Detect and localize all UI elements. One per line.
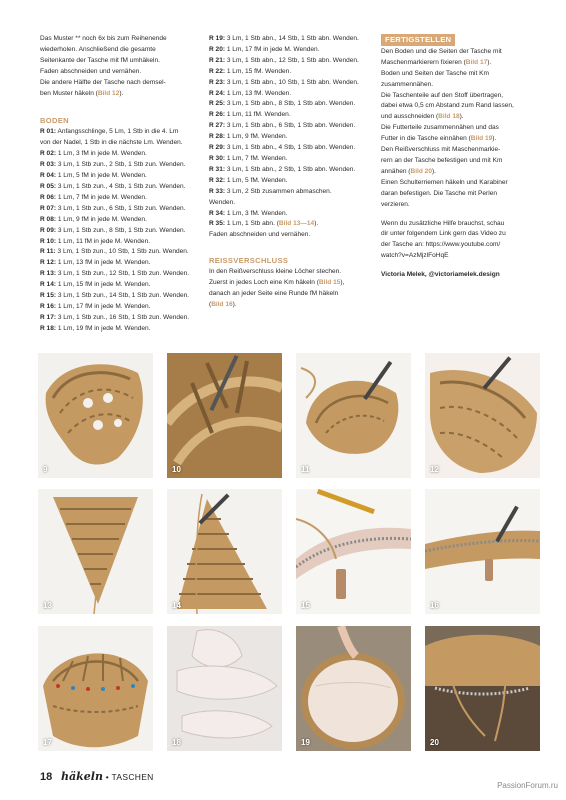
- photo-number: 15: [301, 601, 310, 610]
- photo-17: [38, 626, 153, 751]
- text-line: Maschenmarkierern fixieren (Bild 17).: [381, 58, 492, 66]
- text-line: rern an der Tasche befestigen und mit Km: [381, 156, 503, 164]
- figure-ref: Bild 20: [410, 167, 432, 175]
- figure-ref: Bild 16: [211, 300, 233, 308]
- row-label: R 12:: [40, 259, 57, 267]
- section-heading-finish: FERTIGSTELLEN: [381, 34, 455, 46]
- row-label: R 06:: [40, 193, 57, 201]
- row-label: R 28:: [209, 133, 226, 141]
- photo-14: [167, 489, 282, 614]
- row-label: R 01:: [40, 128, 57, 136]
- row-label: R 14:: [40, 281, 57, 289]
- row-list: [209, 34, 374, 219]
- figure-ref: Bild 15: [318, 279, 341, 287]
- row-instruction: 1 Lm, 7 fM. Wenden.: [226, 154, 288, 162]
- row-instruction: 1 Lm, 3 fM in jede M. Wenden.: [57, 150, 147, 158]
- row-line: [40, 237, 198, 248]
- row-line: [209, 67, 374, 78]
- row-label: R 10:: [40, 237, 57, 245]
- row-line: [40, 138, 198, 149]
- row-line: [40, 149, 198, 160]
- row-label: R 17:: [40, 313, 57, 321]
- row-instruction: 1 Lm, 3 fM. Wenden.: [226, 209, 288, 217]
- row-label: R 31:: [209, 165, 226, 173]
- photo-number: 10: [172, 465, 181, 474]
- column-right: [381, 34, 533, 281]
- row-line: [209, 121, 374, 132]
- row-line: [209, 89, 374, 100]
- row-instruction: 1 Lm, 5 fM. Wenden.: [226, 176, 288, 184]
- row-label: R 26:: [209, 111, 226, 119]
- photo-15: [296, 489, 411, 614]
- figure-ref: Bild 17: [465, 58, 488, 66]
- row-line: [40, 302, 198, 313]
- row-line: [40, 247, 198, 258]
- row-instruction: 3 Lm, 1 Stb zun., 2 Stb, 1 Stb zun. Wenden.: [57, 161, 186, 169]
- end-line: Faden abschneiden und vernähen.: [209, 231, 311, 239]
- row-label: R 24:: [209, 89, 226, 97]
- figure-ref: Bild 12: [97, 89, 120, 97]
- zip-line: danach an jeder Seite eine Runde fM häkeln: [209, 290, 339, 298]
- row-label: R 19:: [209, 35, 226, 42]
- row-line: [40, 182, 198, 193]
- magazine-logo: häkeln: [61, 770, 103, 783]
- row-label: R 15:: [40, 292, 57, 300]
- row-instruction: 1 Lm, 19 fM in jede M. Wenden.: [57, 324, 151, 332]
- row-instruction: 3 Lm, 1 Stb zun., 6 Stb, 1 Stb zun. Wenden.: [57, 204, 186, 212]
- row-line: [209, 187, 374, 198]
- photo-number: 14: [172, 601, 181, 610]
- text-line: Die Taschenteile auf den Stoff übertragen,: [381, 91, 504, 99]
- photo-12: [425, 353, 540, 478]
- row-line: [209, 154, 374, 165]
- row-line: [209, 143, 374, 154]
- row-label: R 13:: [40, 270, 57, 278]
- row-instruction: Wenden.: [209, 198, 236, 206]
- row-line: [40, 193, 198, 204]
- text-line: Boden und Seiten der Tasche mit Km: [381, 69, 489, 77]
- figure-ref: Bild 18: [438, 113, 460, 121]
- row-list: [40, 127, 198, 334]
- row-label: R 16:: [40, 302, 57, 310]
- row-line: [209, 34, 374, 45]
- row-label: R 29:: [209, 144, 226, 152]
- row-line: [209, 110, 374, 121]
- photo-number: 11: [301, 465, 310, 474]
- row-instruction: 3 Lm, 1 Stb zun., 12 Stb, 1 Stb zun. Wenden.: [57, 270, 190, 278]
- row-label: R 27:: [209, 122, 226, 130]
- row-instruction: 3 Lm, 1 Stb abn., 12 Stb, 1 Stb abn. Wenden.: [226, 56, 359, 64]
- text-line: Wenn du zusätzliche Hilfe brauchst, schau: [381, 219, 505, 227]
- row-label: R 25:: [209, 100, 226, 108]
- row-instruction: 1 Lm, 9 fM in jede M. Wenden.: [57, 215, 147, 223]
- row-instruction: Anfangsschlinge, 5 Lm, 1 Stb in die 4. Lm: [57, 128, 179, 136]
- row-instruction: 3 Lm, 1 Stb abn., 4 Stb, 1 Stb abn. Wenden.: [226, 144, 356, 152]
- video-link[interactable]: watch?v=AzMjzlFoHqE: [381, 252, 449, 260]
- text-line: wiederholen. Anschließend die gesamte: [40, 45, 156, 53]
- figure-ref: Bild 19: [470, 135, 493, 143]
- row-label: R 08:: [40, 215, 57, 223]
- row-line: R 35: 1 Lm, 1 Stb abn. (Bild 13—14).: [209, 220, 319, 228]
- row-instruction: 1 Lm, 11 fM. Wenden.: [226, 111, 291, 119]
- photo-9: [38, 353, 153, 478]
- row-line: [40, 291, 198, 302]
- row-instruction: 3 Lm, 2 Stb zusammen abmaschen.: [226, 187, 332, 195]
- row-instruction: 1 Lm, 13 fM in jede M. Wenden.: [57, 259, 151, 267]
- category-label: • TASCHEN: [105, 772, 154, 782]
- photo-number: 19: [301, 738, 310, 747]
- text-line: und ausschneiden (Bild 18).: [381, 113, 464, 121]
- intro-paragraph: [40, 34, 198, 89]
- photo-16: [425, 489, 540, 614]
- row-line: [40, 226, 198, 237]
- row-instruction: 1 Lm, 5 fM in jede M. Wenden.: [57, 172, 147, 180]
- row-line: [40, 258, 198, 269]
- row-instruction: 1 Lm, 17 fM in jede M. Wenden.: [226, 45, 320, 53]
- row-line: [209, 56, 374, 67]
- photo-number: 17: [43, 738, 52, 747]
- row-line: [40, 324, 198, 335]
- row-line: [40, 127, 198, 138]
- column-left: [40, 34, 198, 335]
- page-number: 18: [40, 771, 53, 783]
- row-instruction: 1 Lm, 15 fM in jede M. Wenden.: [57, 281, 151, 289]
- photo-number: 9: [43, 465, 48, 474]
- row-instruction: 3 Lm, 1 Stb abn., 10 Stb, 1 Stb abn. Wenden.: [226, 78, 359, 86]
- text-line: dir unter folgendem Link gern das Video zu: [381, 230, 506, 238]
- text-line: Das Muster ** noch 6x bis zum Reihenende: [40, 35, 167, 42]
- figure-ref: Bild 13—14: [278, 220, 315, 228]
- row-line: [40, 204, 198, 215]
- text-line: daran befestigen. Die Tasche mit Perlen: [381, 189, 497, 197]
- row-instruction: 3 Lm, 1 Stb abn., 6 Stb, 1 Stb abn. Wenden.: [226, 122, 356, 130]
- row-line: [40, 215, 198, 226]
- row-instruction: von der Nadel, 1 Stb in die nächste Lm. Wenden.: [40, 139, 183, 147]
- row-instruction: 1 Lm, 11 fM in jede M. Wenden.: [57, 237, 151, 245]
- page-footer: [40, 770, 154, 783]
- row-line: [209, 176, 374, 187]
- row-label: R 22:: [209, 67, 226, 75]
- row-instruction: 3 Lm, 1 Stb zun., 4 Stb, 1 Stb zun. Wenden.: [57, 182, 186, 190]
- text-line: Den Boden und die Seiten der Tasche mit: [381, 47, 502, 55]
- row-label: R 09:: [40, 226, 57, 234]
- text-line: Futter in die Tasche einnähen (Bild 19).: [381, 135, 497, 143]
- row-label: R 02:: [40, 150, 57, 158]
- row-line: [40, 280, 198, 291]
- row-label: R 07:: [40, 204, 57, 212]
- photo-18: [167, 626, 282, 751]
- photo-number: 16: [430, 601, 439, 610]
- text-line: annähen (Bild 20).: [381, 167, 436, 175]
- photo-19: [296, 626, 411, 751]
- photo-number: 13: [43, 601, 52, 610]
- row-line: [209, 78, 374, 89]
- row-label: R 03:: [40, 161, 57, 169]
- row-label: R 18:: [40, 324, 57, 332]
- section-heading-zipper: REISSVERSCHLUSS: [209, 256, 289, 266]
- row-line: [209, 198, 374, 209]
- row-label: R 04:: [40, 172, 57, 180]
- zip-line: (Bild 16).: [209, 300, 237, 308]
- row-instruction: 3 Lm, 1 Stb zun., 10 Stb, 1 Stb zun. Wenden.: [57, 248, 189, 256]
- row-instruction: 3 Lm, 1 Stb zun., 8 Stb, 1 Stb zun. Wenden.: [57, 226, 186, 234]
- row-line: [40, 313, 198, 324]
- row-label: R 05:: [40, 182, 57, 190]
- row-label: R 20:: [209, 45, 226, 53]
- photo-11: [296, 353, 411, 478]
- row-label: R 34:: [209, 209, 226, 217]
- text-line: Faden abschneiden und vernähen.: [40, 67, 142, 75]
- section-heading-boden: BODEN: [40, 116, 69, 126]
- text-line: verzieren.: [381, 200, 410, 208]
- row-instruction: 1 Lm, 17 fM in jede M. Wenden.: [57, 302, 151, 310]
- row-line: [209, 209, 374, 220]
- row-line: [40, 171, 198, 182]
- row-label: R 30:: [209, 154, 226, 162]
- text-line: Seitenkante der Tasche mit fM umhäkeln.: [40, 56, 160, 64]
- row-label: R 21:: [209, 56, 226, 64]
- row-line: [209, 99, 374, 110]
- row-instruction: 1 Lm, 15 fM. Wenden.: [226, 67, 292, 75]
- watermark: PassionForum.ru: [497, 781, 558, 790]
- row-instruction: 3 Lm, 1 Stb zun., 14 Stb, 1 Stb zun. Wenden.: [57, 292, 190, 300]
- photo-13: [38, 489, 153, 614]
- row-label: R 11:: [40, 248, 56, 256]
- row-line: [209, 165, 374, 176]
- photo-number: 18: [172, 738, 181, 747]
- photo-number: 12: [430, 465, 439, 474]
- zip-line: Zuerst in jedes Loch eine Km häkeln (Bild 15),: [209, 279, 345, 287]
- row-instruction: 3 Lm, 1 Stb abn., 14 Stb, 1 Stb abn. Wenden.: [226, 35, 359, 42]
- row-label: R 23:: [209, 78, 226, 86]
- row-line: [40, 160, 198, 171]
- row-line: [209, 45, 374, 56]
- photo-10: [167, 353, 282, 478]
- text-line: Den Reißverschluss mit Maschenmarkie-: [381, 146, 501, 154]
- row-label: R 32:: [209, 176, 226, 184]
- text-line: dabei etwa 0,5 cm Abstand zum Rand lassen,: [381, 102, 514, 110]
- row-label: R 33:: [209, 187, 226, 195]
- row-line: [40, 269, 198, 280]
- row-line: [209, 132, 374, 143]
- photo-number: 20: [430, 738, 439, 747]
- row-instruction: 1 Lm, 7 fM in jede M. Wenden.: [57, 193, 147, 201]
- row-instruction: 3 Lm, 1 Stb zun., 16 Stb, 1 Stb zun. Wenden.: [57, 313, 190, 321]
- row-instruction: 1 Lm, 9 fM. Wenden.: [226, 133, 288, 141]
- column-middle: [209, 34, 374, 311]
- zip-line: In den Reißverschluss kleine Löcher stechen.: [209, 268, 342, 276]
- row-instruction: 3 Lm, 1 Stb abn., 8 Stb, 1 Stb abn. Wenden.: [226, 100, 356, 108]
- photo-20: [425, 626, 540, 751]
- author-credit[interactable]: Victoria Melek, @victoriamelek.design: [381, 271, 500, 279]
- text-line: Einen Schulterriemen häkeln und Karabiner: [381, 178, 508, 186]
- text-line: zusammennähen.: [381, 80, 434, 88]
- text-line: Die andere Hälfte der Tasche nach demsel-: [40, 78, 166, 86]
- text-line: Die Futterteile zusammennähen und das: [381, 124, 499, 132]
- intro-last-line: ben Muster häkeln (Bild 12).: [40, 89, 124, 97]
- row-instruction: 3 Lm, 1 Stb abn., 2 Stb, 1 Stb abn. Wenden.: [226, 165, 356, 173]
- text-line: der Tasche an: https://www.youtube.com/: [381, 241, 501, 249]
- row-instruction: 1 Lm, 13 fM. Wenden.: [226, 89, 292, 97]
